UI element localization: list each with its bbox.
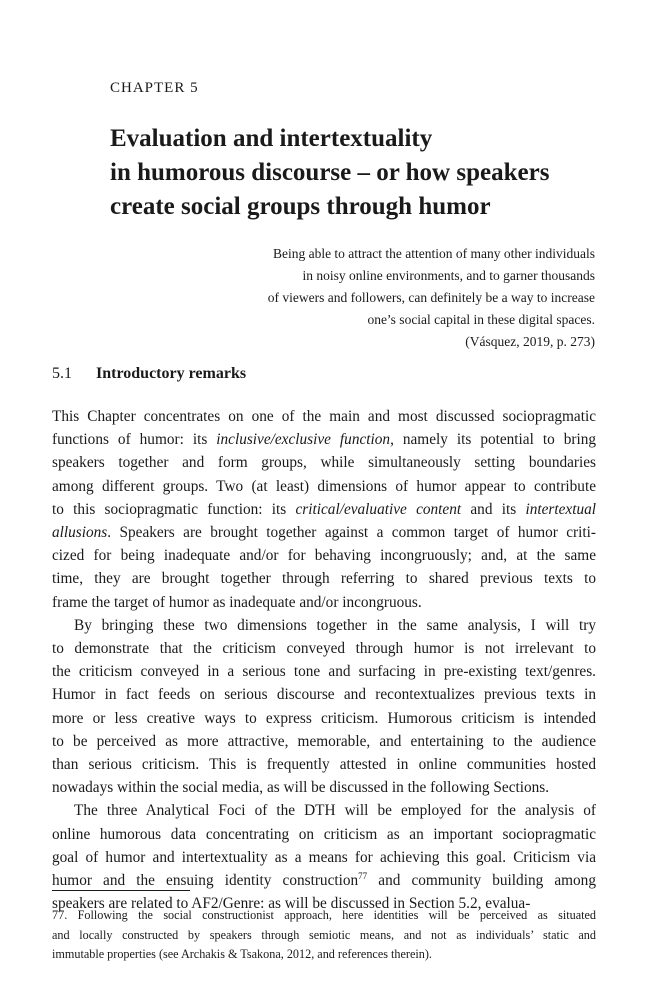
text-line: time, they are brought together through referring to shared previous texts to xyxy=(52,570,596,588)
epigraph-line: one’s social capital in these digital spaces. xyxy=(367,312,595,327)
text-line: cized for being inadequate and/or for behaving incongruously; and, at the same xyxy=(52,547,596,565)
text-line: By bringing these two dimensions together in the same analysis, I will try xyxy=(74,616,596,634)
text-line: speakers together and form groups, while simultaneously setting boundaries xyxy=(52,454,596,472)
text-line: This Chapter concentrates on one of the main and most discussed sociopragmatic xyxy=(52,408,596,425)
text-line: to this sociopragmatic function: its critical/evaluative content and its intertextual xyxy=(52,500,597,518)
footnote-ref[interactable]: 77 xyxy=(358,870,368,881)
chapter-title-line: in humorous discourse – or how speakers xyxy=(110,159,550,186)
epigraph xyxy=(200,243,595,353)
paragraph xyxy=(52,405,596,614)
text-line: goal of humor and intertextuality as a means for achieving this goal. Criticism via xyxy=(52,848,596,866)
text-line: more or less creative ways to express criticism. Humorous criticism is intended xyxy=(52,709,596,727)
text-line: allusions. Speakers are brought together against a common target of humor criti- xyxy=(52,524,596,542)
emphasis: critical/evaluative content xyxy=(295,500,462,518)
footnote-line: 77. Following the social constructionist approach, here identities will be perceived as situated xyxy=(52,908,596,922)
section-title: Introductory remarks xyxy=(96,365,247,382)
text-line: than serious criticism. This is frequently attested in online communities hosted xyxy=(52,756,596,774)
body-text xyxy=(52,405,596,915)
epigraph-line: in noisy online environments, and to garner thousands xyxy=(302,268,595,283)
epigraph-citation: (Vásquez, 2019, p. 273) xyxy=(465,334,595,349)
text-line: to be perceived as more attractive, memorable, and entertaining to the audience xyxy=(52,732,596,750)
section-number: 5.1 xyxy=(52,365,72,382)
epigraph-line: Being able to attract the attention of many other individuals xyxy=(272,246,595,261)
text-line: online humorous data concentrating on criticism as an important sociopragmatic xyxy=(52,825,596,843)
text-line: Humor in fact feeds on serious discourse and recontextualizes previous texts in xyxy=(52,686,596,704)
text-line: frame the target of humor as inadequate and/or incongruous. xyxy=(52,593,422,611)
text-line: to demonstrate that the criticism conveyed through humor is not irrelevant to xyxy=(52,640,596,658)
emphasis: allusions xyxy=(52,524,108,542)
paragraph xyxy=(52,799,596,915)
footnote xyxy=(52,906,596,965)
chapter-title-line: create social groups through humor xyxy=(110,193,491,220)
text-line: The three Analytical Foci of the DTH will be employed for the analysis of xyxy=(74,802,596,820)
paragraph xyxy=(52,614,596,800)
text-line: the criticism conveyed in a serious tone and surfacing in pre-existing text/genres. xyxy=(52,663,596,681)
emphasis: intertextual xyxy=(525,500,597,518)
chapter-title xyxy=(110,122,610,224)
text-line: humor and the ensuing identity construction$^{77}$ and community building among xyxy=(52,870,596,890)
text-line: among different groups. Two (at least) dimensions of humor appear to contribute xyxy=(52,477,596,495)
text-line: functions of humor: its inclusive/exclusive function, namely its potential to bring xyxy=(52,431,597,449)
emphasis: inclusive/exclusive function xyxy=(216,431,391,449)
chapter-title-line: Evaluation and intertextuality xyxy=(110,125,433,152)
text-line: nowadays within the social media, as will be discussed in the following Sections. xyxy=(52,779,550,797)
section-heading xyxy=(52,365,246,383)
epigraph-line: of viewers and followers, can definitely be a way to increase xyxy=(267,290,595,305)
footnote-separator xyxy=(52,890,190,891)
text-line: speakers are related to AF2/Genre: as will be discussed in Section 5.2, evalua- xyxy=(52,895,531,913)
footnote-line: immutable properties (see Archakis & Tsakona, 2012, and references therein). xyxy=(52,947,432,961)
chapter-label: CHAPTER 5 xyxy=(110,80,199,96)
footnote-line: and locally constructed by speakers through semiotic means, and not as individuals’ static and xyxy=(52,927,596,942)
